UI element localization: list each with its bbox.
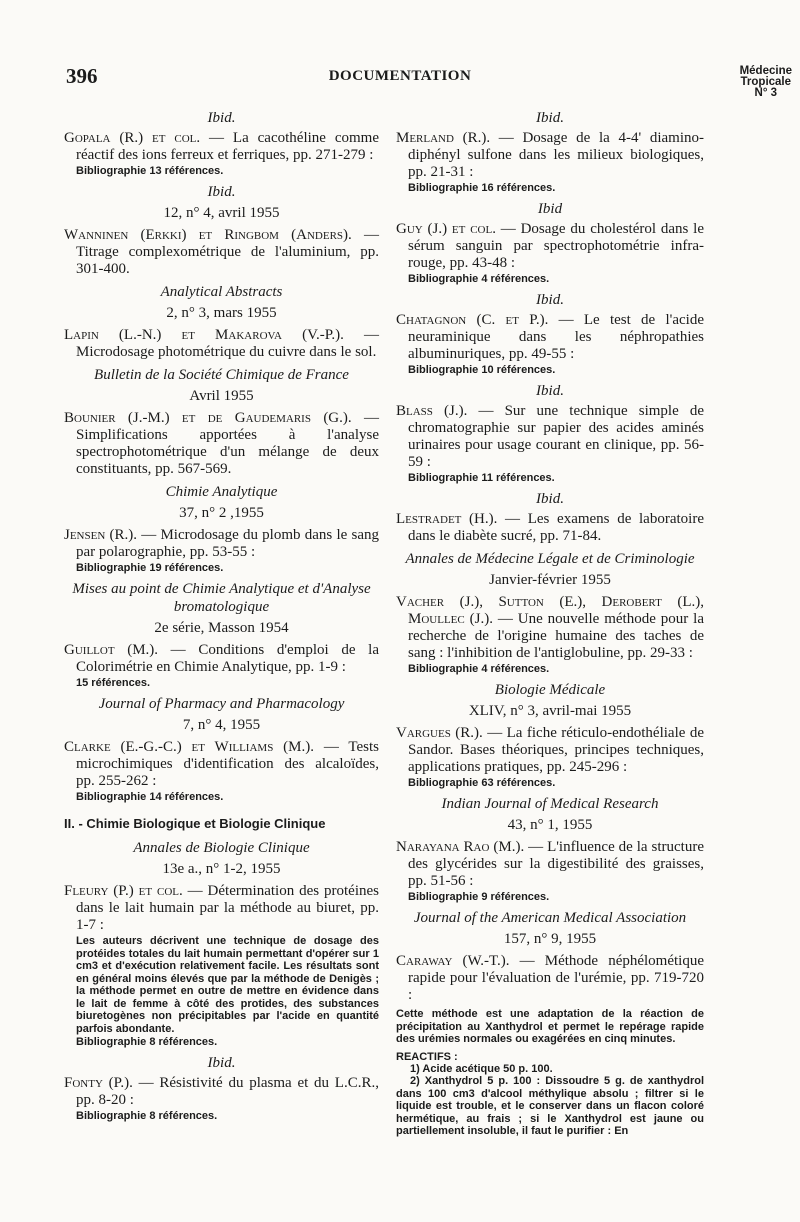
reference-authors: Vargues (R.). xyxy=(396,725,483,741)
reference-title: — La fiche réticulo-endothéliale de Sandor. Bases théoriques, principes techniques, applications pratiques, pp. 245-296 : xyxy=(408,725,704,775)
source-title: Ibid. xyxy=(536,110,564,126)
reference-title: — Méthode néphélométique rapide pour l'évaluation de l'urémie, pp. 719-720 : xyxy=(408,953,704,1003)
journal-mark-line-3: N° 3 xyxy=(754,87,778,99)
source-title: Annales de Médecine Légale et de Criminologie xyxy=(405,551,695,567)
reference-title: — Simplifications apportées à l'analyse spectrophotométrique d'un mélange de deux constituants, pp. 567-569. xyxy=(76,410,379,477)
reference-title: — Résistivité du plasma et du L.C.R., pp. 8-20 : xyxy=(76,1075,379,1108)
source-title: Ibid. xyxy=(207,1055,236,1071)
reference-title: — Le test de l'acide neuraminique dans les néphropathies albuminuriques, pp. 49-55 : xyxy=(408,312,704,362)
reference-authors: Lapin (L.-N.) et Makarova (V.-P.). xyxy=(64,327,344,343)
reference-entry xyxy=(64,642,379,676)
reference-entry xyxy=(396,725,704,776)
journal-mark-line-2: Tropicale xyxy=(740,76,792,88)
reference-entry xyxy=(396,839,704,890)
bibliography-note: Bibliographie 11 références. xyxy=(408,472,555,484)
issue-line: 2e série, Masson 1954 xyxy=(154,620,289,636)
reference-entry xyxy=(64,130,379,164)
reference-entry xyxy=(64,1075,379,1109)
journal-mark-line-1: Médecine xyxy=(739,65,792,77)
reference-title: — Microdosage photométrique du cuivre dans le sol. xyxy=(76,327,380,360)
bibliography-note: Bibliographie 19 références. xyxy=(76,562,224,574)
source-title: Indian Journal of Medical Research xyxy=(441,796,659,812)
reagent-item: 2) Xanthydrol 5 p. 100 : Dissoudre 5 g. de xanthydrol dans 100 cm3 d'alcool méthylique absolu ; filtrer si le liquide est trouble, et le conserver dans un flacon coloré hermétique, au frais ; si le Xanthydrol est jaune ou partiellement insoluble, il faut le purifier : En xyxy=(396,1075,704,1137)
reference-authors: Wanninen (Erkki) et Ringbom (Anders). xyxy=(64,227,352,243)
abstract-text: Cette méthode est une adaptation de la réaction de précipitation au Xanthydrol et permet le repérage rapide des urémies normales ou exagérées en cinq minutes. xyxy=(396,1008,704,1045)
source-title: Biologie Médicale xyxy=(494,682,606,698)
source-title: Journal of Pharmacy and Pharmacology xyxy=(98,696,345,712)
reference-title: — Sur une technique simple de chromatographie sur papier des acides aminés urinaires pour usage courant en clinique, pp. 56-59 : xyxy=(408,403,705,470)
reagent-item: 1) Acide acétique 50 p. 100. xyxy=(410,1062,553,1075)
reference-entry xyxy=(396,511,704,545)
reference-entry xyxy=(396,312,704,363)
bibliography-note: 15 références. xyxy=(76,677,150,689)
section-heading: II. - Chimie Biologique et Biologie Clinique xyxy=(64,816,326,831)
reference-authors: Chatagnon (C. et P.). xyxy=(396,312,549,328)
reference-entry xyxy=(64,410,379,478)
reference-authors: Clarke (E.-G.-C.) et Williams (M.). xyxy=(64,739,314,755)
reference-authors: Lestradet (H.). xyxy=(396,511,498,527)
reference-authors: Guy (J.) et col. xyxy=(396,221,496,237)
reference-entry xyxy=(396,221,704,272)
reference-title: — Tests microchimiques d'identification des alcaloïdes, pp. 255-262 : xyxy=(76,739,379,789)
page-number: 396 xyxy=(66,64,98,88)
reference-title: — La cacothéline comme réactif des ions ferreux et ferriques, pp. 271-279 : xyxy=(76,130,379,163)
source-title: Ibid. xyxy=(207,110,236,126)
reference-entry xyxy=(64,327,379,361)
page-header xyxy=(0,0,800,100)
reference-entry xyxy=(64,883,379,934)
source-title: Annales de Biologie Clinique xyxy=(133,840,310,856)
right-column xyxy=(396,104,704,1138)
reference-authors: Vacher (J.), Sutton (E.), Derobert (L.), Moullec (J.). xyxy=(396,594,704,627)
reference-title: — Microdosage du plomb dans le sang par polarographie, pp. 53-55 : xyxy=(76,527,379,560)
source-title: Ibid xyxy=(537,201,563,217)
bibliography-note: Bibliographie 8 références. xyxy=(76,1110,218,1122)
issue-line: 13e a., n° 1-2, 1955 xyxy=(162,861,281,877)
reference-title: — Dosage du cholestérol dans le sérum sanguin par spectrophotométrie infra-rouge, pp. 43-48 : xyxy=(408,221,704,271)
reference-entry xyxy=(64,527,379,561)
issue-line: XLIV, n° 3, avril-mai 1955 xyxy=(468,703,632,719)
journal-mark xyxy=(740,66,792,99)
bibliography-note: Bibliographie 13 références. xyxy=(76,165,224,177)
issue-line: Janvier-février 1955 xyxy=(489,572,611,588)
abstract-text: Les auteurs décrivent une technique de dosage des protéides totales du lait humain permettant d'opérer sur 1 cm3 et d'exécution relativement facile. Les résultats sont en général moins élevés que par la méthode de Denigès ; la méthode permet en outre de mettre en évidence dans le lait de femme à côté des protides, des substances biuretogènes non précipitables par l'acide en quantité parfois abondante. xyxy=(76,935,379,1035)
source-title: Chimie Analytique xyxy=(165,484,278,500)
reference-authors: Merland (R.). xyxy=(396,130,491,146)
reference-title: — Titrage complexométrique de l'aluminium, pp. 301-400. xyxy=(76,227,379,277)
issue-line: 43, n° 1, 1955 xyxy=(507,817,593,833)
running-title: DOCUMENTATION xyxy=(328,68,472,84)
bibliography-note: Bibliographie 16 références. xyxy=(408,182,556,194)
reference-authors: Fleury (P.) et col. xyxy=(64,883,183,899)
reference-authors: Caraway (W.-T.). xyxy=(396,953,510,969)
source-title: Ibid. xyxy=(536,292,564,308)
reference-entry xyxy=(64,739,379,790)
issue-line: 2, n° 3, mars 1955 xyxy=(166,305,277,321)
source-title: Analytical Abstracts xyxy=(160,284,283,300)
reference-entry xyxy=(396,130,704,181)
bibliography-note: Bibliographie 4 références. xyxy=(408,663,550,675)
source-title: Bulletin de la Société Chimique de France xyxy=(94,367,349,383)
reference-title: — Une nouvelle méthode pour la recherche de l'origine humaine des taches de sang : l'inhibition de l'antiglobuline, pp. 29-33 : xyxy=(408,611,704,661)
reference-authors: Jensen (R.). xyxy=(64,527,137,543)
reference-title: — Détermination des protéines dans le lait humain par la méthode au biuret, pp. 1-7 : xyxy=(76,883,379,933)
bibliography-note: Bibliographie 8 références. xyxy=(76,1036,218,1048)
issue-line: 37, n° 2 ,1955 xyxy=(179,505,264,521)
reference-entry xyxy=(64,227,379,278)
reference-title: — Les examens de laboratoire dans le diabète sucré, pp. 71-84. xyxy=(408,511,704,544)
issue-line: Avril 1955 xyxy=(189,388,254,404)
reference-title: — L'influence de la structure des glycérides sur la digestibilité des graisses, pp. 51-56 : xyxy=(408,839,704,889)
reference-authors: Narayana Rao (M.). xyxy=(396,839,525,855)
source-title: Journal of the American Medical Association xyxy=(413,910,687,926)
source-title: Mises au point de Chimie Analytique et d'Analyse bromatologique xyxy=(72,581,371,615)
bibliography-note: Bibliographie 63 références. xyxy=(408,777,556,789)
source-title: Ibid. xyxy=(207,184,236,200)
reference-authors: Fonty (P.). xyxy=(64,1075,133,1091)
reference-entry xyxy=(396,953,704,1004)
left-column xyxy=(64,104,379,1127)
reagents-heading: REACTIFS : xyxy=(396,1050,458,1063)
reference-authors: Guillot (M.). xyxy=(64,642,159,658)
reference-title: — Conditions d'emploi de la Colorimétrie en Chimie Analytique, pp. 1-9 : xyxy=(76,642,379,675)
bibliography-note: Bibliographie 14 références. xyxy=(76,791,224,803)
source-title: Ibid. xyxy=(536,383,564,399)
bibliography-note: Bibliographie 10 références. xyxy=(408,364,556,376)
bibliography-note: Bibliographie 9 références. xyxy=(408,891,550,903)
reference-authors: Bounier (J.-M.) et de Gaudemaris (G.). xyxy=(64,410,352,426)
bibliography-note: Bibliographie 4 références. xyxy=(408,273,550,285)
issue-line: 7, n° 4, 1955 xyxy=(182,717,261,733)
reference-entry xyxy=(396,403,704,471)
reference-authors: Gopala (R.) et col. xyxy=(64,130,201,146)
reference-title: — Dosage de la 4-4' diamino-diphényl sulfone dans les milieux biologiques, pp. 21-31 : xyxy=(408,130,704,180)
issue-line: 157, n° 9, 1955 xyxy=(503,931,597,947)
source-title: Ibid. xyxy=(536,491,564,507)
reference-authors: Blass (J.). xyxy=(396,403,468,419)
reference-entry xyxy=(396,594,704,662)
issue-line: 12, n° 4, avril 1955 xyxy=(163,205,280,221)
